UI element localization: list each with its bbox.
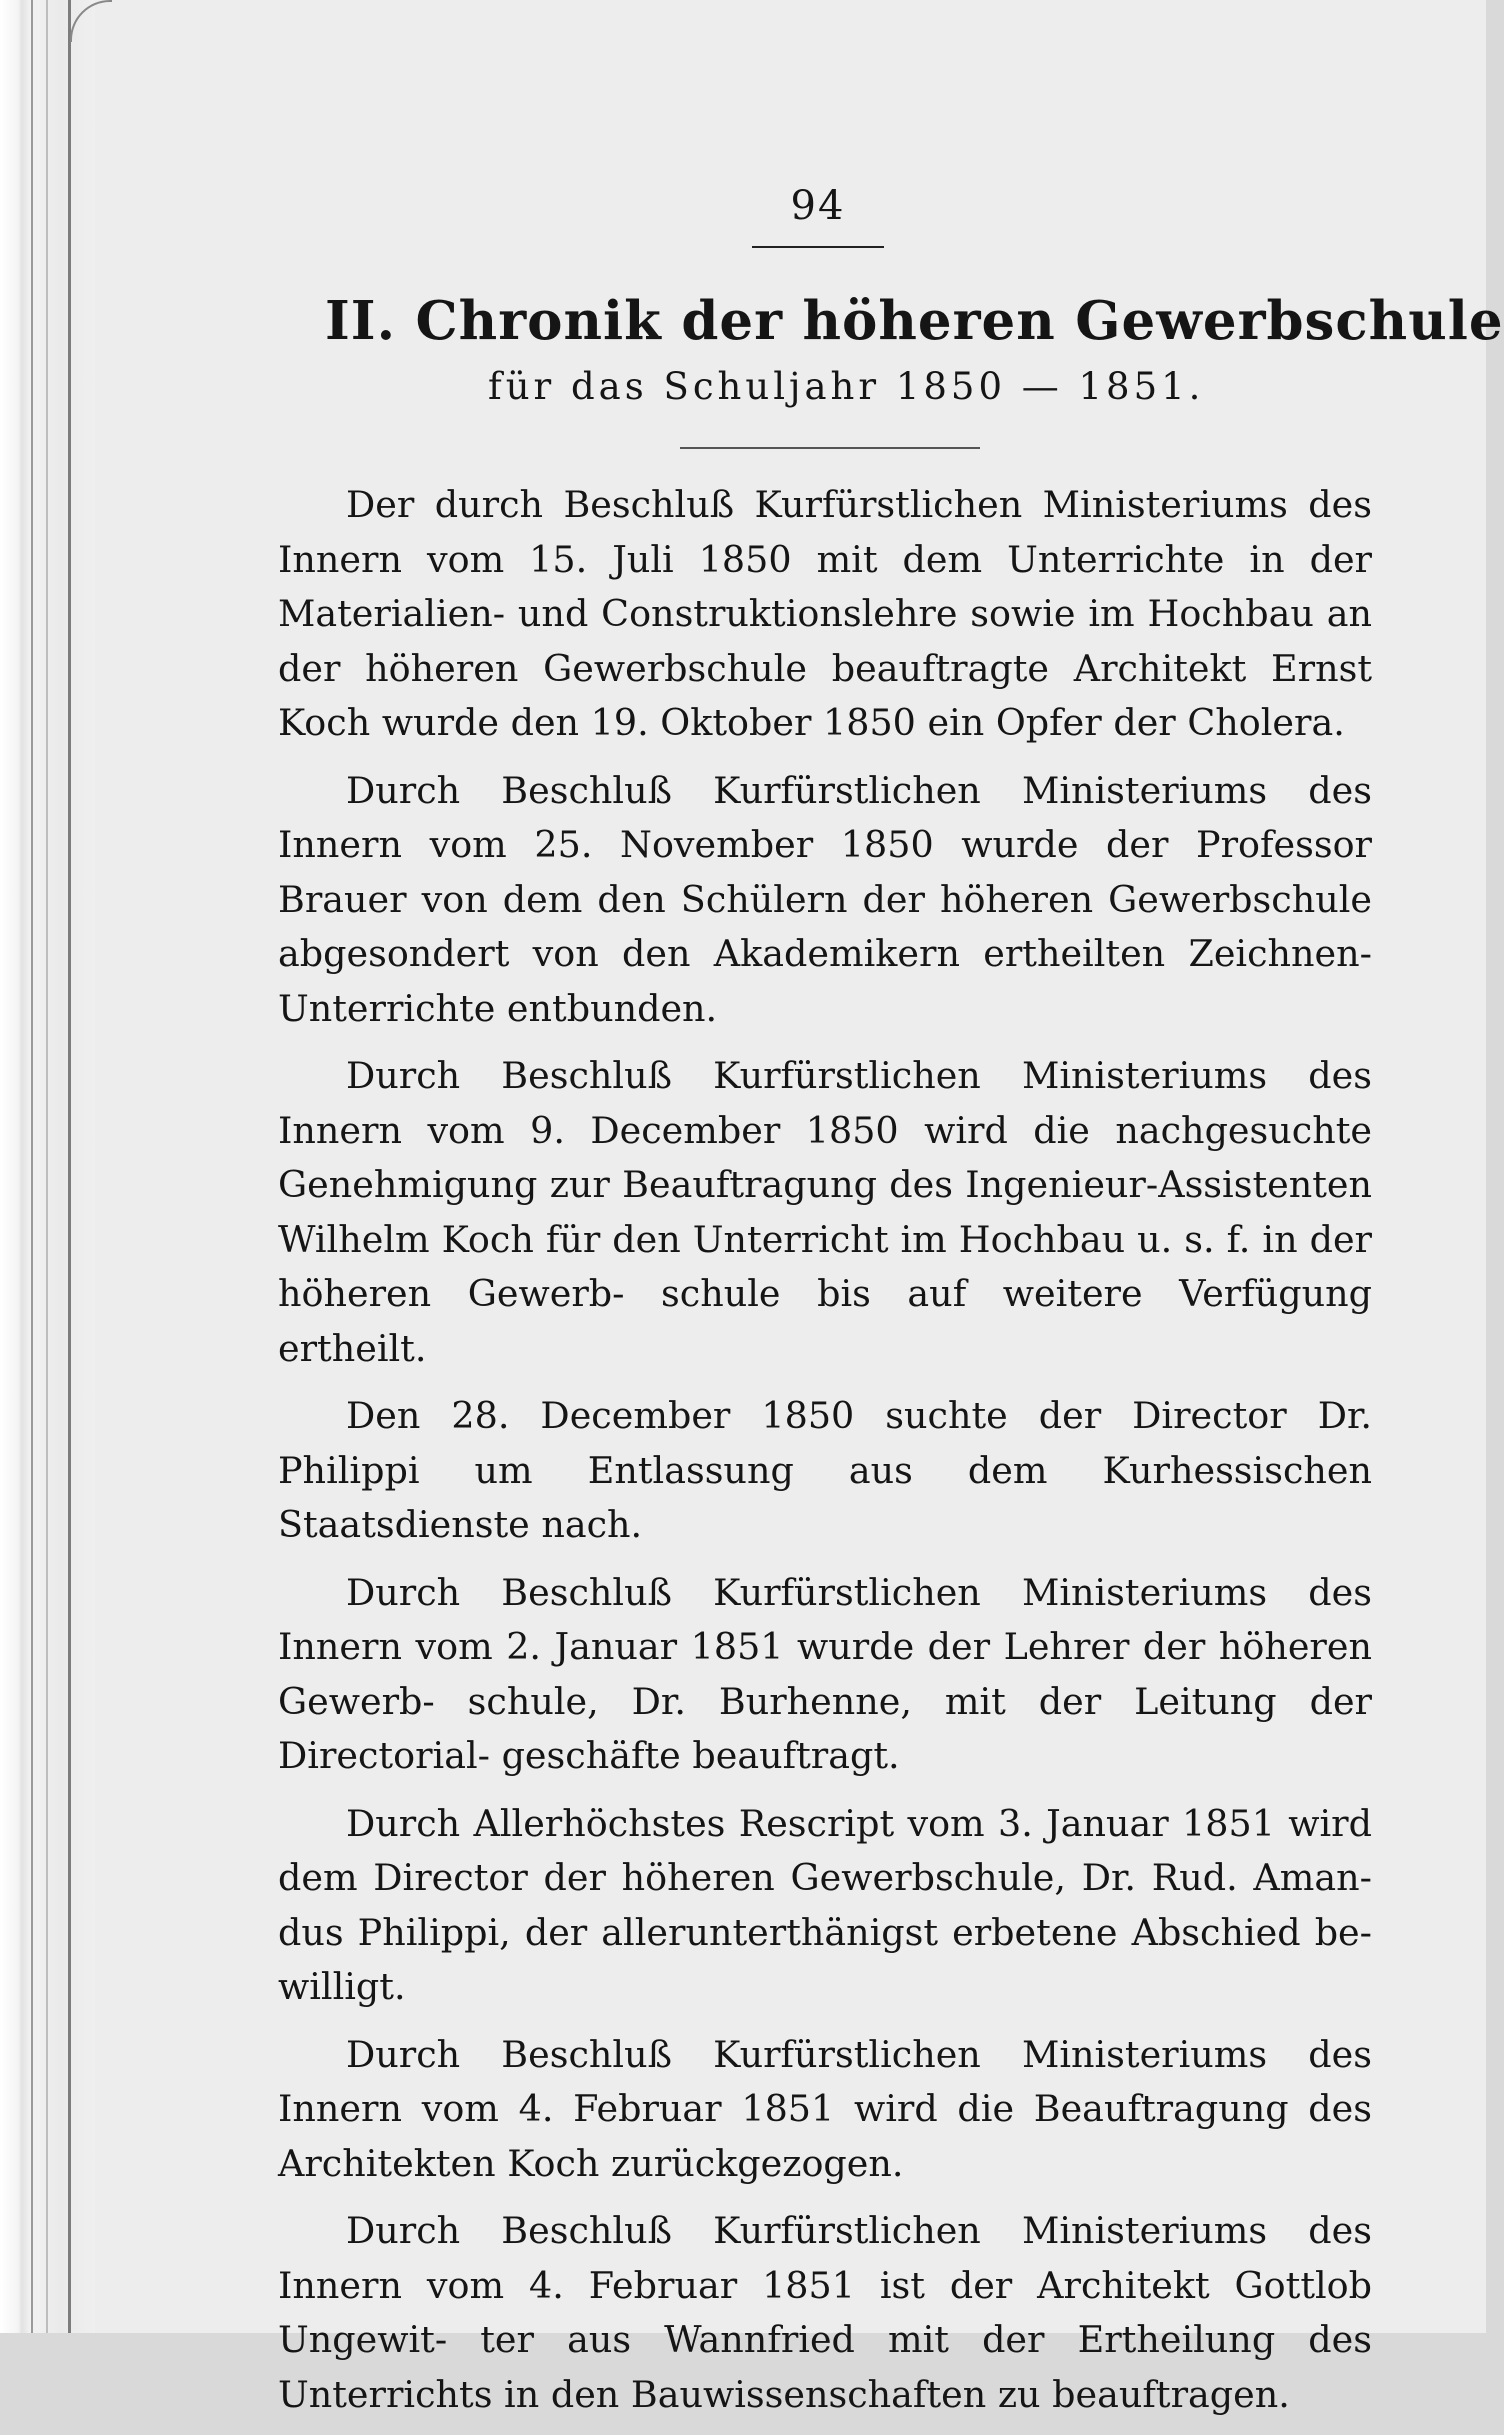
chapter-subtitle: für das Schuljahr 1850 — 1851. (488, 365, 1205, 408)
chapter-title: II. Chronik der höheren Gewerbschule (325, 290, 1504, 352)
paragraph: Durch Beschluß Kurfürstlichen Ministeriums des Innern vom 2. Januar 1851 wurde der Lehrer der höheren Gewerb- schule, Dr. Burhenne, mit der Leitung der Directorial- geschäfte beauftragt. (278, 1570, 1372, 1777)
binding-line (31, 0, 33, 2333)
paragraph: Durch Beschluß Kurfürstlichen Ministeriums des Innern vom 25. November 1850 wurde der Professor Brauer von dem den Schülern der höheren Gewerbschule abgesondert von den Akademikern ertheilten Zeichnen-Unterrichte entbunden. (278, 768, 1372, 1030)
paragraph: Der durch Beschluß Kurfürstlichen Ministeriums des Innern vom 15. Juli 1850 mit dem Unterrichte in der Materialien- und Construktionslehre sowie im Hochbau an der höheren Gewerbschule beauftragte Architekt Ernst Koch wurde den 19. Oktober 1850 ein Opfer der Cholera. (278, 483, 1372, 744)
book-binding-edge (0, 0, 95, 2333)
body-text (278, 478, 1372, 2435)
paragraph: Durch Allerhöchstes Rescript vom 3. Januar 1851 wird dem Director der höheren Gewerbschule, Dr. Rud. Aman- dus Philippi, der allerunterthänigst erbetene Abschied be- willigt. (278, 1801, 1372, 2008)
binding-line (46, 0, 48, 2333)
paragraph: Durch Beschluß Kurfürstlichen Ministeriums des Innern vom 4. Februar 1851 ist der Architekt Gottlob Ungewit- ter aus Wannfried mit der Ertheilung des Unterrichts in den Bauwissenschaften zu beauftragen. (278, 2209, 1372, 2416)
title-separator-rule (680, 447, 980, 449)
binding-line (68, 0, 71, 2333)
paragraph: Den 28. December 1850 suchte der Director Dr. Philippi um Entlassung aus dem Kurhessischen Staatsdienste nach. (278, 1394, 1372, 1546)
page-number: 94 (790, 183, 846, 229)
page-number-underline (752, 246, 884, 248)
paragraph: Durch Beschluß Kurfürstlichen Ministeriums des Innern vom 9. December 1850 wird die nachgesuchte Genehmigung zur Beauftragung des Ingenieur-Assistenten Wilhelm Koch für den Unterricht im Hochbau u. s. f. in der höheren Gewerb- schule bis auf weitere Verfügung ertheilt. (278, 1054, 1372, 1370)
paragraph: Durch Beschluß Kurfürstlichen Ministeriums des Innern vom 4. Februar 1851 wird die Beauftragung des Architekten Koch zurückgezogen. (278, 2032, 1372, 2185)
